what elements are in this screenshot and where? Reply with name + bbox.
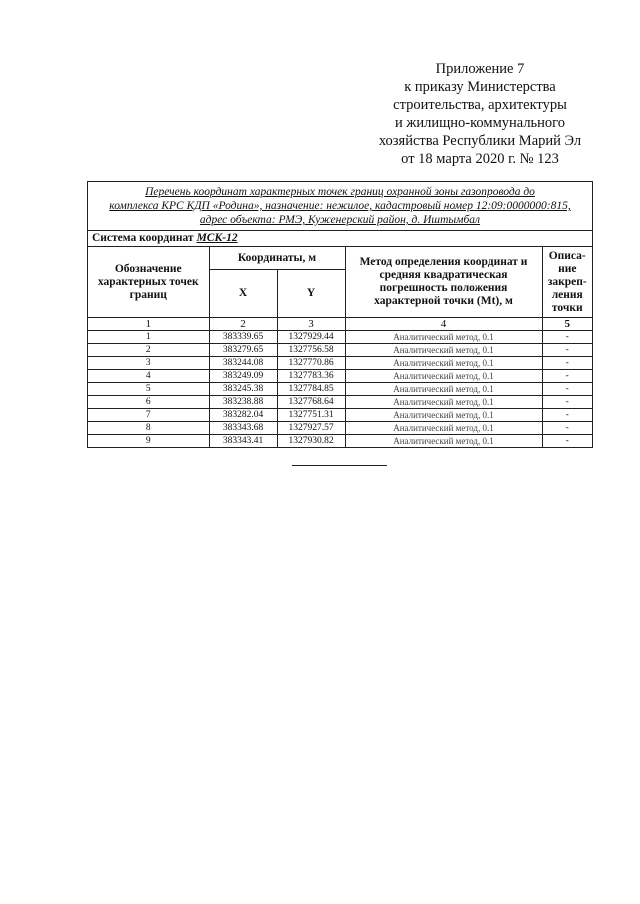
point-number: 7 <box>88 409 209 422</box>
header-line: и жилищно-коммунального <box>394 115 566 131</box>
point-number: 1 <box>88 331 209 344</box>
title-line: Перечень координат характерных точек границ охранной зоны газопровода до <box>145 186 535 198</box>
point-number: 3 <box>88 357 209 370</box>
coordinates-list-frame <box>87 181 593 448</box>
coord-x: 383343.68 <box>209 422 277 435</box>
column-number: 3 <box>277 318 345 331</box>
coord-y: 1327929.44 <box>277 331 345 344</box>
table-row <box>88 331 592 344</box>
coordinates-table <box>88 246 592 447</box>
table-row <box>88 383 592 396</box>
table-row <box>88 344 592 357</box>
description-value: - <box>542 357 592 370</box>
column-number: 2 <box>209 318 277 331</box>
description-value: - <box>542 383 592 396</box>
method-value: Аналитический метод, 0.1 <box>345 396 542 409</box>
end-rule <box>292 465 387 466</box>
method-value: Аналитический метод, 0.1 <box>345 344 542 357</box>
header-line: строительства, архитектуры <box>393 97 567 113</box>
coord-y: 1327770.86 <box>277 357 345 370</box>
coord-y: 1327927.57 <box>277 422 345 435</box>
description-value: - <box>542 396 592 409</box>
table-row <box>88 422 592 435</box>
coordinate-system-value: МСК-12 <box>196 232 238 244</box>
description-value: - <box>542 422 592 435</box>
coord-y: 1327783.36 <box>277 370 345 383</box>
point-number: 2 <box>88 344 209 357</box>
description-value: - <box>542 409 592 422</box>
table-row <box>88 357 592 370</box>
table-row <box>88 409 592 422</box>
title-line: адрес объекта: РМЭ, Куженерский район, д. Иштымбал <box>199 214 481 226</box>
title-line: комплекса КРС КДП «Родина», назначение: нежилое, кадастровый номер 12:09:0000000:815, <box>109 200 571 212</box>
method-value: Аналитический метод, 0.1 <box>345 370 542 383</box>
coord-x: 383238.88 <box>209 396 277 409</box>
table-row <box>88 435 592 448</box>
header-description: Описа-ние закреп-ления точки <box>542 247 592 318</box>
coordinate-system <box>88 231 592 246</box>
table-row <box>88 370 592 383</box>
header-line: Приложение 7 <box>435 61 525 77</box>
coordinate-system-label: Система координат <box>92 232 194 244</box>
coord-x: 383279.65 <box>209 344 277 357</box>
coord-y: 1327768.64 <box>277 396 345 409</box>
method-value: Аналитический метод, 0.1 <box>345 422 542 435</box>
description-value: - <box>542 331 592 344</box>
method-value: Аналитический метод, 0.1 <box>345 383 542 396</box>
coord-y: 1327930.82 <box>277 435 345 448</box>
coord-y: 1327756.58 <box>277 344 345 357</box>
column-number: 5 <box>542 318 592 331</box>
header-y: Y <box>277 270 345 318</box>
point-number: 5 <box>88 383 209 396</box>
column-number: 1 <box>88 318 209 331</box>
coord-y: 1327751.31 <box>277 409 345 422</box>
point-number: 4 <box>88 370 209 383</box>
point-number: 6 <box>88 396 209 409</box>
coord-x: 383244.08 <box>209 357 277 370</box>
column-numbers-row <box>88 318 592 331</box>
column-number: 4 <box>345 318 542 331</box>
description-value: - <box>542 435 592 448</box>
description-value: - <box>542 370 592 383</box>
method-value: Аналитический метод, 0.1 <box>345 409 542 422</box>
coord-x: 383343.41 <box>209 435 277 448</box>
header-designation: Обозначение характерных точек границ <box>88 247 209 318</box>
method-value: Аналитический метод, 0.1 <box>345 331 542 344</box>
point-number: 9 <box>88 435 209 448</box>
appendix-header <box>340 60 620 168</box>
description-value: - <box>542 344 592 357</box>
header-line: хозяйства Республики Марий Эл <box>378 133 582 149</box>
list-title <box>88 182 592 231</box>
coord-x: 383245.38 <box>209 383 277 396</box>
coord-x: 383339.65 <box>209 331 277 344</box>
header-coordinates: Координаты, м <box>209 247 345 270</box>
coord-x: 383282.04 <box>209 409 277 422</box>
point-number: 8 <box>88 422 209 435</box>
coord-x: 383249.09 <box>209 370 277 383</box>
header-line: от 18 марта 2020 г. № 123 <box>401 151 559 167</box>
header-line: к приказу Министерства <box>404 79 556 95</box>
header-method: Метод определения координат и средняя квадратическая погрешность положения характерной точки (Mt), м <box>345 247 542 318</box>
coord-y: 1327784.85 <box>277 383 345 396</box>
method-value: Аналитический метод, 0.1 <box>345 357 542 370</box>
table-row <box>88 396 592 409</box>
method-value: Аналитический метод, 0.1 <box>345 435 542 448</box>
header-x: X <box>209 270 277 318</box>
